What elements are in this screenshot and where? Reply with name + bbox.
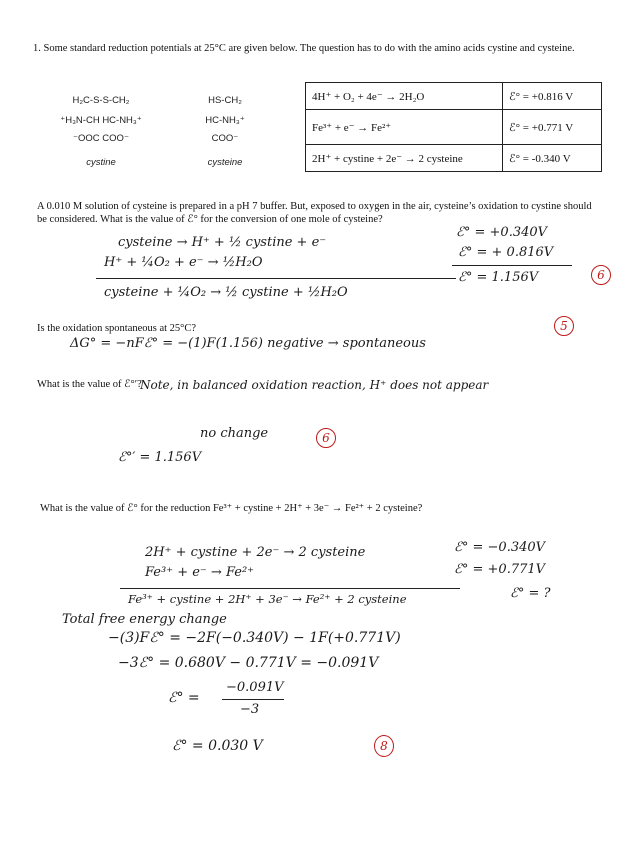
part-d-potential-2: ℰ° = +0.771V — [454, 562, 546, 577]
part-d-step-2-numerator: −0.091V — [226, 680, 284, 695]
part-b-score-badge: 5 — [554, 316, 574, 336]
part-a-potential-line — [452, 265, 572, 266]
part-a-score-badge: 6 — [591, 265, 611, 285]
part-c-note: Note, in balanced oxidation reaction, H⁺ does not appear — [140, 378, 489, 392]
potential-cell: ℰ° = +0.816 V — [503, 83, 602, 110]
part-d-free-energy-label: Total free energy change — [62, 612, 227, 627]
cystine-line-1: H₂C-S-S-CH₂ — [72, 95, 130, 106]
reaction-cell: 4H⁺ + O₂ + 4e⁻ → 2H₂O — [306, 83, 503, 110]
part-d-step-2-denominator: −3 — [240, 702, 260, 717]
part-d-potential-total: ℰ° = ? — [510, 586, 551, 601]
part-c-prompt: What is the value of ℰ°′? — [37, 379, 142, 390]
part-d-step-2-label: ℰ° = — [168, 690, 200, 706]
question-1-prompt: 1. Some standard reduction potentials at 25°C are given below. The question has to do with the amino acids cystine and cysteine. — [33, 43, 575, 54]
table-row — [306, 83, 602, 110]
part-c-score-badge: 6 — [316, 428, 336, 448]
part-c-no-change: no change — [200, 426, 269, 441]
potential-cell: ℰ° = +0.771 V — [503, 110, 602, 145]
part-d-half-reaction-2: Fe³⁺ + e⁻ → Fe²⁺ — [145, 565, 255, 580]
part-a-potential-2: ℰ° = + 0.816V — [458, 245, 554, 260]
part-d-half-reaction-1: 2H⁺ + cystine + 2e⁻ → 2 cysteine — [145, 545, 366, 560]
reduction-potentials-table — [305, 82, 602, 172]
cystine-structure — [46, 94, 156, 170]
part-c-answer: ℰ°′ = 1.156V — [118, 450, 202, 465]
part-d-prompt: What is the value of ℰ° for the reduction Fe³⁺ + cystine + 2H⁺ + 3e⁻ → Fe²⁺ + 2 cysteine? — [40, 503, 423, 514]
part-a-half-reaction-2: H⁺ + ¼O₂ + e⁻ → ½H₂O — [104, 255, 263, 270]
potential-cell: ℰ° = -0.340 V — [503, 145, 602, 172]
cystine-label: cystine — [86, 157, 116, 168]
part-a-sum-line — [96, 278, 456, 279]
part-d-score-badge: 8 — [374, 735, 394, 757]
part-b-prompt: Is the oxidation spontaneous at 25°C? — [37, 323, 197, 334]
table-row — [306, 110, 602, 145]
reaction-cell: 2H⁺ + cystine + 2e⁻ → 2 cysteine — [306, 145, 503, 172]
cysteine-structure — [190, 94, 260, 170]
part-d-final-answer: ℰ° = 0.030 V — [172, 738, 263, 754]
cysteine-label: cysteine — [207, 157, 243, 168]
cystine-line-3: ⁻OOC COO⁻ — [73, 133, 129, 144]
part-d-overall-reaction: Fe³⁺ + cystine + 2H⁺ + 3e⁻ → Fe²⁺ + 2 cysteine — [128, 592, 407, 606]
cysteine-line-1: HS-CH₂ — [208, 95, 242, 106]
table-row — [306, 145, 602, 172]
part-a-prompt: A 0.010 M solution of cysteine is prepared in a pH 7 buffer. But, exposed to oxygen in the air, cysteine’s oxidation to cystine should be considered. What is the value of ℰ° for the conversion of one mole of cysteine? — [37, 201, 592, 225]
reaction-cell: Fe³⁺ + e⁻ → Fe²⁺ — [306, 110, 503, 145]
part-d-sum-line — [120, 588, 460, 589]
cystine-line-2: ⁺H₃N-CH HC-NH₃⁺ — [60, 115, 142, 126]
cysteine-line-3: COO⁻ — [211, 133, 239, 144]
part-a-potential-total: ℰ° = 1.156V — [458, 270, 539, 285]
part-d-fraction-line — [222, 699, 284, 700]
part-b-answer: ΔG° = −nFℰ° = −(1)F(1.156) negative → spontaneous — [70, 336, 426, 351]
part-a-potential-1: ℰ° = +0.340V — [456, 225, 548, 240]
part-a-half-reaction-1: cysteine → H⁺ + ½ cystine + e⁻ — [118, 235, 327, 250]
cysteine-line-2: HC-NH₃⁺ — [205, 115, 245, 126]
part-d-potential-1: ℰ° = −0.340V — [454, 540, 546, 555]
part-a-overall-reaction: cysteine + ¼O₂ → ½ cystine + ½H₂O — [104, 285, 348, 300]
part-d-free-energy-equation: −(3)Fℰ° = −2F(−0.340V) − 1F(+0.771V) — [108, 630, 401, 646]
part-d-step-1: −3ℰ° = 0.680V − 0.771V = −0.091V — [118, 655, 379, 671]
